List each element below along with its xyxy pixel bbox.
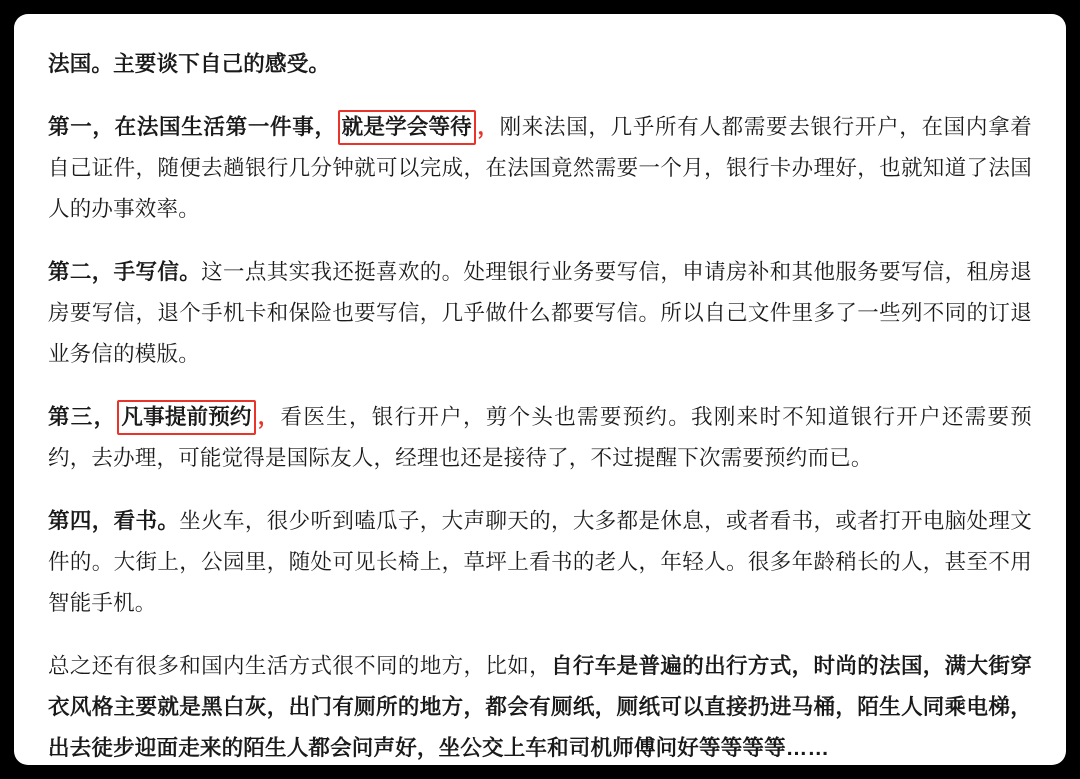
highlighted-phrase: 凡事提前预约 bbox=[117, 400, 255, 435]
body-text: 坐火车，很少听到嗑瓜子，大声聊天的，大多都是休息，或者看书，或者打开电脑处理文件的。大街上，公园里，随处可见长椅上，草坪上看书的老人，年轻人。很多年龄稍长的人，甚至不用智能手机。 bbox=[48, 509, 1033, 615]
body-text: 总之还有很多和国内生活方式很不同的地方，比如， bbox=[48, 654, 552, 678]
paragraph-intro bbox=[48, 44, 1032, 85]
paragraph-point-three bbox=[48, 397, 1032, 479]
bold-text: 第一，在法国生活第一件事， bbox=[48, 115, 337, 139]
red-comma: ， bbox=[476, 115, 500, 139]
document-card bbox=[14, 14, 1066, 765]
paragraph-point-four bbox=[48, 501, 1032, 624]
bold-text: 自行车是普遍的出行方式，时尚的法国，满大街穿衣风格主要就是黑白灰，出门有厕所的地方，都会有厕纸，厕纸可以直接扔进马桶，陌生人同乘电梯，出去徒步迎面走来的陌生人都会问声好，坐公交上车和司机师傅问好等等等等…… bbox=[48, 654, 1032, 760]
paragraph-point-two bbox=[48, 252, 1032, 375]
paragraph-summary bbox=[48, 646, 1032, 765]
body-text: 这一点其实我还挺喜欢的。处理银行业务要写信，申请房补和其他服务要写信，租房退房要写信，退个手机卡和保险也要写信，几乎做什么都要写信。所以自己文件里多了一些列不同的订退业务信的模版。 bbox=[48, 260, 1032, 366]
bold-text: 第四，看书。 bbox=[48, 509, 180, 533]
bold-text: 第三， bbox=[48, 405, 117, 429]
body-text: 刚来法国，几乎所有人都需要去银行开户，在国内拿着自己证件，随便去趟银行几分钟就可以完成，在法国竟然需要一个月，银行卡办理好，也就知道了法国人的办事效率。 bbox=[48, 115, 1033, 221]
body-text: 看医生，银行开户，剪个头也需要预约。我刚来时不知道银行开户还需要预约，去办理，可能觉得是国际友人，经理也还是接待了，不过提醒下次需要预约而已。 bbox=[48, 405, 1033, 470]
bold-text: 第二，手写信。 bbox=[48, 260, 202, 284]
red-comma: ， bbox=[256, 405, 281, 429]
bold-text: 法国。主要谈下自己的感受。 bbox=[48, 52, 331, 76]
paragraph-point-one bbox=[48, 107, 1032, 230]
document-body bbox=[48, 44, 1032, 765]
highlighted-phrase: 就是学会等待 bbox=[338, 110, 476, 145]
